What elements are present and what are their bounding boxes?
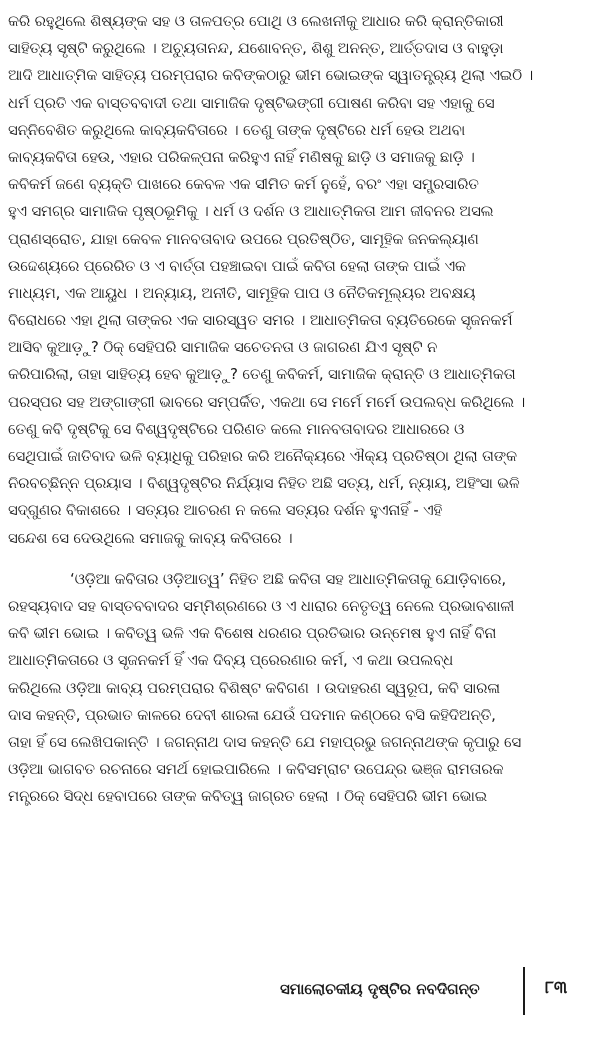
text-line: ନିରବଚ୍ଛିନ୍ନ ପ୍ରୟାସ । ବିଶ୍ୱଦୃଷ୍ଟିର ନିର୍ଯ୍ୟାସ ନିହିତ ଅଛି ସତ୍ୟ, ଧର୍ମ, ନ୍ୟାୟ, ଅହିଂସା ଭଳି [8,474,520,493]
footer-divider [523,967,525,1015]
text-line: କାବ୍ୟକବିତା ହେଉ, ଏହାର ପରିକଳ୍ପନା କରିହୁଏ ନାହିଁ ମଣିଷକୁ ଛାଡ଼ି ଓ ସମାଜକୁ ଛାଡ଼ି । [8,147,475,166]
text-line: ତାହା ହିଁ ସେ ଲେଖିପକାନ୍ତି । ଜଗନ୍ନାଥ ଦାସ କହନ୍ତି ଯେ ମହାପ୍ରଭୁ ଜଗନ୍ନାଥଙ୍କ କୃପାରୁ ସେ [8,732,522,751]
text-line: ଧର୍ମ ପ୍ରତି ଏକ ବାସ୍ତବବାଦୀ ତଥା ସାମାଜିକ ଦୃଷ୍ଟିଭଙ୍ଗୀ ପୋଷଣ କରିବା ସହ ଏହାକୁ ସେ [8,93,495,112]
text-line: ଆଦି ଆଧାତ୍ମିକ ସାହିତ୍ୟ ପରମ୍ପରାର କବିଙ୍କଠାରୁ ଭୀମ ଭୋଇଙ୍କ ସ୍ୱାତନ୍ତ୍ର୍ୟ ଥିଲା ଏଇଠି । [8,66,534,85]
text-line: ହୁଏ ସମଗ୍ର ସାମାଜିକ ପୃଷ୍ଠଭୂମିକୁ । ଧର୍ମ ଓ ଦର୍ଶନ ଓ ଆଧାତ୍ମିକତା ଆମ ଜୀବନର ଅସଲ [8,202,494,221]
text-line: ମନ୍ତ୍ରରେ ସିଦ୍ଧ ହେବାପରେ ତାଙ୍କ କବିତ୍ୱ ଜାଗ୍ରତ ହେଲା । ଠିକ୍ ସେହିପରି ଭୀମ ଭୋଇ [8,787,488,806]
text-line: ‘ଓଡ଼ିଆ କବିତାର ଓଡ଼ିଆତ୍ୱ’ ନିହିତ ଅଛି କବିତା ସହ ଆଧାତ୍ମିକତାକୁ ଯୋଡ଼ିବାରେ, [70,569,506,588]
text-line: କବି ଭୀମ ଭୋଇ । କବିତ୍ୱ ଭଳି ଏକ ବିଶେଷ ଧରଣର ପ୍ରତିଭାର ଉନ୍ମେଷ ହୁଏ ନାହିଁ ବିନା [8,624,497,643]
running-footer-title: ସମାଲୋଚକୀୟ ଦୃଷ୍ଟିର ନବଦିଗନ୍ତ [280,980,480,998]
text-line: ସଦ୍‌ଗୁଣର ବିକାଶରେ । ସତ୍ୟର ଆଚରଣ ନ କଲେ ସତ୍ୟର ଦର୍ଶନ ହୁଏନାହିଁ - ଏହି [8,501,443,520]
text-line: କରିପାରିଲା, ତାହା ସାହିତ୍ୟ ହେବ କୁଆଡ଼ୁ? ତେଣୁ କବିକର୍ମ, ସାମାଜିକ କ୍ରାନ୍ତି ଓ ଆଧାତ୍ମିକତା [8,365,516,384]
text-line: କବିକର୍ମ ଜଣେ ବ୍ୟକ୍ତି ପାଖରେ କେବଳ ଏକ ସୀମିତ କର୍ମ ନୁହେଁ, ବରଂ ଏହା ସମ୍ପ୍ରସାରିତ [8,175,479,194]
text-line: ପ୍ରାଣସ୍ରୋତ, ଯାହା କେବଳ ମାନବତାବାଦ ଉପରେ ପ୍ରତିଷ୍ଠିତ, ସାମୂହିକ ଜନକଲ୍ୟାଣ [8,229,479,248]
text-line: ତେଣୁ କବି ଦୃଷ୍ଟିକୁ ସେ ବିଶ୍ୱଦୃଷ୍ଟିରେ ପରିଣତ କଲେ ମାନବତାବାଦର ଆଧାରରେ ଓ [8,419,465,438]
text-line: ଆଧାତ୍ମିକତାରେ ଓ ସୃଜନକର୍ମ ହିଁ ଏକ ଦିବ୍ୟ ପ୍ରେରଣାର କର୍ମ, ଏ କଥା ଉପଲବ୍ଧ [8,651,454,670]
text-line: ଆସିବ କୁଆଡ଼ୁ? ଠିକ୍ ସେହିପରି ସାମାଜିକ ସଚେତନତା ଓ ଜାଗରଣ ଯିଏ ସୃଷ୍ଟି ନ [8,338,438,357]
text-line: ଓଡ଼ିଆ ଭାଗବତ ରଚନାରେ ସମର୍ଥ ହୋଇପାରିଲେ । କବିସମ୍ରାଟ ଉପେନ୍ଦ୍ର ଭଞ୍ଜ ରାମତାରକ [8,760,504,779]
text-line: ଦାସ କହନ୍ତି, ପ୍ରଭାତ କାଳରେ ଦେବୀ ଶାରଳା ଯେଉଁ ପଦମାନ କଣ୍ଠରେ ବସି କହିଦିଅନ୍ତି, [8,705,496,724]
text-line: ସେଥିପାଇଁ ଜାତିବାଦ ଭଳି ବ୍ୟାଧିକୁ ପରିହାର କରି ଅନୈକ୍ୟରେ ଐକ୍ୟ ପ୍ରତିଷ୍ଠା ଥିଲା ତାଙ୍କ [8,447,517,465]
text-line: ସନ୍ଦେଶ ସେ ଦେଉଥିଲେ ସମାଜକୁ କାବ୍ୟ କବିତାରେ । [8,528,293,547]
paragraph-1 [8,8,594,552]
text-line: ସାହିତ୍ୟ ସୃଷ୍ଟି କରୁଥିଲେ । ଅଚ୍ୟୁତାନନ୍ଦ, ଯଶୋବନ୍ତ, ଶିଶୁ ଅନନ୍ତ, ଆର୍ତ୍ତଦାସ ଓ ବାହୁଡ଼ା [8,39,504,58]
text-line: କରି ରହୁଥିଲେ ଶିଷ୍ୟଙ୍କ ସହ ଓ ତାଳପତ୍ର ପୋଥି ଓ ଲେଖନୀକୁ ଆଧାର କରି କ୍ରାନ୍ତିକାରୀ [8,12,504,30]
page-number: ୮୩ [545,978,568,998]
text-line: ପରସ୍ପର ସହ ଅଙ୍ଗାଙ୍ଗୀ ଭାବରେ ସମ୍ପର୍କିତ, ଏକଥା ସେ ମର୍ମେ ମର୍ମେ ଉପଲବ୍ଧ କରିଥିଲେ । [8,392,526,411]
text-line: ବିରୋଧରେ ଏହା ଥିଲା ତାଙ୍କର ଏକ ସାରସ୍ୱତ ସମର । ଆଧାତ୍ମିକତା ବ୍ୟତିରେକେ ସୃଜନକର୍ମ [8,311,513,330]
paragraph-gap [8,552,594,566]
text-line: ରହସ୍ୟବାଦ ସହ ବାସ୍ତବବାଦର ସମ୍ମିଶ୍ରଣରେ ଓ ଏ ଧାରାର ନେତୃତ୍ୱ ନେଲେ ପ୍ରଭାବଶାଳୀ [8,596,515,615]
text-line: କରିଥିଲେ ଓଡ଼ିଆ କାବ୍ୟ ପରମ୍ପରାର ବିଶିଷ୍ଟ କବିଗଣ । ଉଦାହରଣ ସ୍ୱରୂପ, କବି ସାରଳା [8,678,500,697]
body-text [8,8,594,810]
text-line: ସନ୍ନିବେଶିତ କରୁଥିଲେ କାବ୍ୟକବିତାରେ । ତେଣୁ ତାଙ୍କ ଦୃଷ୍ଟିରେ ଧର୍ମ ହେଉ ଅଥବା [8,120,466,139]
text-line: ମାଧ୍ୟମ, ଏକ ଆୟୁଧ । ଅନ୍ୟାୟ, ଅନୀତି, ସାମୂହିକ ପାପ ଓ ନୈତିକମୂଲ୍ୟର ଅବକ୍ଷୟ [8,283,476,302]
page-footer [0,967,600,1027]
paragraph-2 [8,566,594,811]
text-line: ଉଦ୍ଦେଶ୍ୟରେ ପ୍ରେରିତ ଓ ଏ ବାର୍ତ୍ତା ପହଞ୍ଚାଇବା ପାଇଁ କବିତା ହେଲା ତାଙ୍କ ପାଇଁ ଏକ [8,256,466,275]
